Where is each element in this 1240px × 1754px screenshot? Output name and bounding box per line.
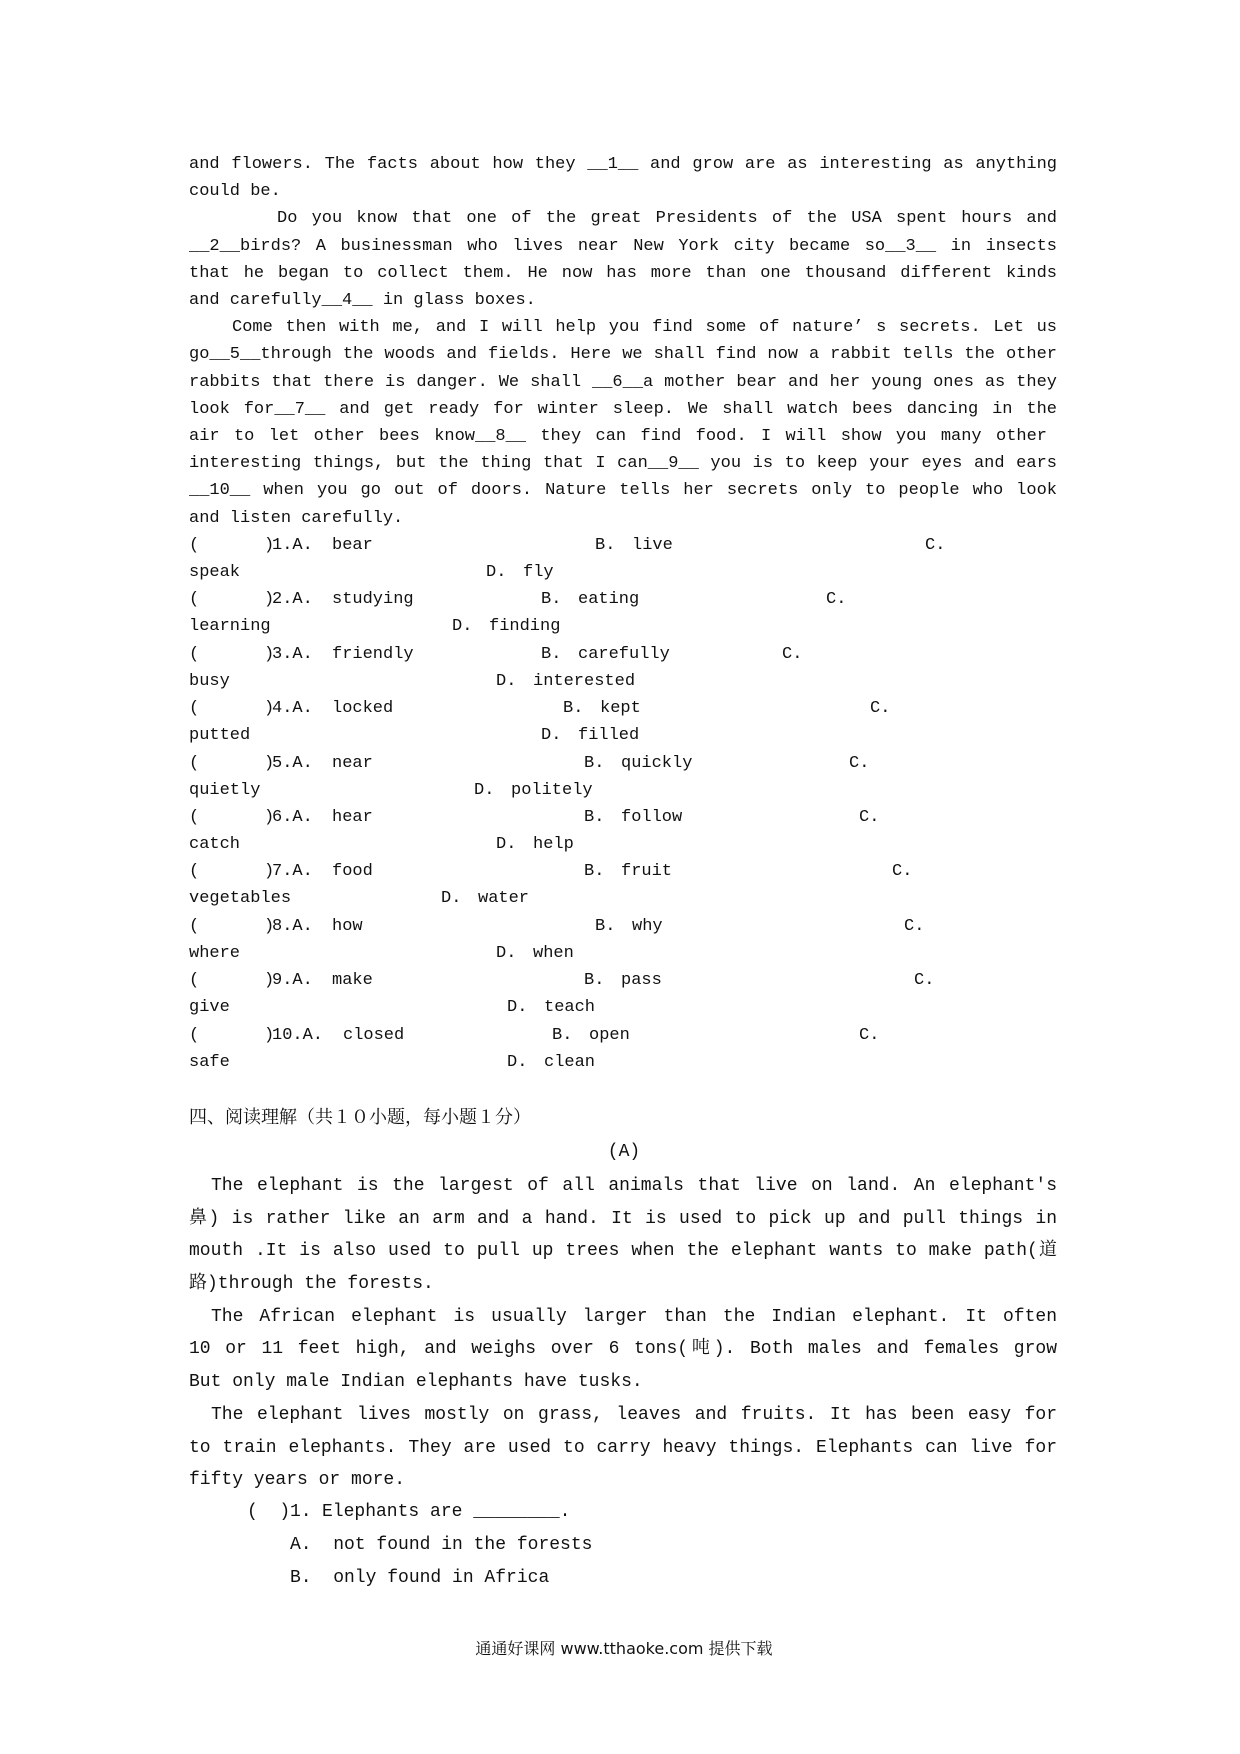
answer-blank[interactable]: (: [189, 699, 200, 718]
option-a: hear: [332, 808, 373, 827]
option-a: friendly: [332, 645, 414, 664]
option-a: A. not found in the forests: [290, 1535, 593, 1555]
option-c-label: C.: [925, 536, 946, 555]
passage-line: __2__birds? A businessman who lives near New York city became so__3__ in insects: [189, 237, 1057, 256]
option-c: speak: [189, 563, 241, 582]
passage-line: and carefully__4__ in glass boxes.: [189, 291, 536, 310]
option-b-label: B.: [552, 1026, 573, 1045]
option-c-label: C.: [859, 1026, 880, 1045]
reading-line: fifty years or more.: [189, 1470, 406, 1490]
answer-blank-close: ): [264, 917, 275, 936]
question-number: 3.A.: [272, 645, 313, 664]
option-d: finding: [489, 617, 561, 636]
answer-blank[interactable]: (: [189, 808, 200, 827]
option-c: where: [189, 944, 241, 963]
question-number: 2.A.: [272, 590, 313, 609]
option-b-label: B.: [595, 536, 616, 555]
answer-blank-close: ): [264, 862, 275, 881]
answer-blank-close: ): [264, 536, 275, 555]
answer-blank[interactable]: (: [189, 645, 200, 664]
option-d-label: D.: [507, 998, 528, 1017]
option-d-label: D.: [452, 617, 473, 636]
option-b: eating: [578, 590, 640, 609]
reading-line: to train elephants. They are used to carry heavy things. Elephants can live for: [189, 1438, 1057, 1458]
passage-line: Do you know that one of the great Presidents of the USA spent hours and: [277, 209, 1057, 228]
option-d: teach: [544, 998, 596, 1017]
answer-blank[interactable]: (: [189, 971, 200, 990]
option-b-label: B.: [541, 645, 562, 664]
option-b-label: B.: [584, 971, 605, 990]
reading-line: mouth .It is also used to pull up trees when the elephant wants to make path(道: [189, 1241, 1057, 1261]
answer-blank[interactable]: (: [189, 917, 200, 936]
option-c-label: C.: [849, 754, 870, 773]
option-d-label: D.: [486, 563, 507, 582]
passage-line: Come then with me, and I will help you find some of nature’ s secrets. Let us: [232, 318, 1057, 337]
option-d: clean: [544, 1053, 596, 1072]
option-c: putted: [189, 726, 251, 745]
option-b-label: B.: [595, 917, 616, 936]
option-c: quietly: [189, 781, 261, 800]
reading-line: But only male Indian elephants have tusks.: [189, 1372, 643, 1392]
option-c-label: C.: [892, 862, 913, 881]
option-b-label: B.: [584, 862, 605, 881]
option-d-label: D.: [507, 1053, 528, 1072]
option-d-label: D.: [541, 726, 562, 745]
question-number: 7.A.: [272, 862, 313, 881]
option-d: when: [533, 944, 574, 963]
passage-line: that he began to collect them. He now has more than one thousand different kinds: [189, 264, 1057, 283]
option-c: vegetables: [189, 889, 292, 908]
passage-line: and flowers. The facts about how they __1__ and grow are as interesting as anything: [189, 155, 1057, 174]
option-d-label: D.: [441, 889, 462, 908]
reading-line: 鼻) is rather like an arm and a hand. It is used to pick up and pull things in: [189, 1209, 1057, 1229]
option-b: quickly: [621, 754, 693, 773]
option-d-label: D.: [496, 835, 517, 854]
option-b: follow: [621, 808, 683, 827]
option-c: give: [189, 998, 230, 1017]
option-a: how: [332, 917, 363, 936]
answer-blank[interactable]: (: [189, 754, 200, 773]
option-d: politely: [511, 781, 593, 800]
option-d-label: D.: [474, 781, 495, 800]
option-d: water: [478, 889, 530, 908]
reading-line: 路)through the forests.: [189, 1274, 434, 1294]
option-a: closed: [343, 1026, 405, 1045]
question-number: 8.A.: [272, 917, 313, 936]
option-b: pass: [621, 971, 662, 990]
option-b: live: [632, 536, 673, 555]
option-b-label: B.: [541, 590, 562, 609]
question-number: 5.A.: [272, 754, 313, 773]
option-c-label: C.: [826, 590, 847, 609]
answer-blank-close: ): [264, 971, 275, 990]
option-a: near: [332, 754, 373, 773]
option-a: make: [332, 971, 373, 990]
passage-line: rabbits that there is danger. We shall __6__a mother bear and her young ones as they: [189, 373, 1057, 392]
option-a: locked: [332, 699, 394, 718]
question-number: 9.A.: [272, 971, 313, 990]
option-b-label: B.: [563, 699, 584, 718]
option-c-label: C.: [914, 971, 935, 990]
reading-line: The African elephant is usually larger than the Indian elephant. It often: [211, 1307, 1057, 1327]
option-a: studying: [332, 590, 414, 609]
answer-blank-close: ): [264, 645, 275, 664]
question-number: 1.: [290, 1502, 312, 1522]
option-d: fly: [523, 563, 554, 582]
answer-blank[interactable]: (: [189, 590, 200, 609]
passage-line: and listen carefully.: [189, 509, 404, 528]
option-c-label: C.: [904, 917, 925, 936]
option-b: kept: [600, 699, 641, 718]
option-b: open: [589, 1026, 630, 1045]
section-heading: 四、阅读理解（共１０小题，每小题１分）: [189, 1107, 531, 1128]
passage-line: air to let other bees know__8__ they can find food. I will show you many other: [189, 427, 1047, 446]
option-b-label: B.: [584, 754, 605, 773]
answer-blank[interactable]: (: [189, 1026, 200, 1045]
option-d: filled: [578, 726, 640, 745]
passage-line: could be.: [189, 182, 281, 201]
answer-blank-close: ): [264, 699, 275, 718]
option-c-label: C.: [782, 645, 803, 664]
option-c: safe: [189, 1053, 230, 1072]
question-number: 10.A.: [272, 1026, 324, 1045]
passage-line: __10__ when you go out of doors. Nature tells her secrets only to people who look: [189, 481, 1057, 500]
passage-line: interesting things, but the thing that I can__9__ you is to keep your eyes and ears: [189, 454, 1057, 473]
option-c-label: C.: [870, 699, 891, 718]
reading-line: The elephant lives mostly on grass, leaves and fruits. It has been easy for: [211, 1405, 1057, 1425]
option-a: food: [332, 862, 373, 881]
option-b: fruit: [621, 862, 673, 881]
answer-blank-close: ): [264, 808, 275, 827]
option-c: busy: [189, 672, 230, 691]
answer-blank[interactable]: (: [189, 536, 200, 555]
option-d: help: [533, 835, 574, 854]
footer-credit: 通通好课网 www.tthaoke.com 提供下载: [475, 1639, 773, 1658]
question-stem: Elephants are ________.: [322, 1502, 571, 1522]
option-b: why: [632, 917, 663, 936]
passage-line: look for__7__ and get ready for winter sleep. We shall watch bees dancing in the: [189, 400, 1057, 419]
option-c: catch: [189, 835, 241, 854]
option-d: interested: [533, 672, 636, 691]
option-d-label: D.: [496, 944, 517, 963]
answer-blank-close: ): [264, 1026, 275, 1045]
answer-blank[interactable]: ( ): [247, 1502, 291, 1522]
option-a: bear: [332, 536, 373, 555]
question-number: 6.A.: [272, 808, 313, 827]
passage-line: go__5__through the woods and fields. Here we shall find now a rabbit tells the other: [189, 345, 1057, 364]
question-number: 4.A.: [272, 699, 313, 718]
option-d-label: D.: [496, 672, 517, 691]
answer-blank[interactable]: (: [189, 862, 200, 881]
reading-line: 10 or 11 feet high, and weighs over 6 tons(吨). Both males and females grow: [189, 1339, 1057, 1359]
option-b: B. only found in Africa: [290, 1568, 550, 1588]
answer-blank-close: ): [264, 754, 275, 773]
option-c: learning: [189, 617, 271, 636]
question-number: 1.A.: [272, 536, 313, 555]
reading-line: The elephant is the largest of all animals that live on land. An elephant's: [211, 1176, 1057, 1196]
option-b: carefully: [578, 645, 670, 664]
option-c-label: C.: [859, 808, 880, 827]
option-b-label: B.: [584, 808, 605, 827]
passage-label: (A): [607, 1142, 641, 1162]
answer-blank-close: ): [264, 590, 275, 609]
